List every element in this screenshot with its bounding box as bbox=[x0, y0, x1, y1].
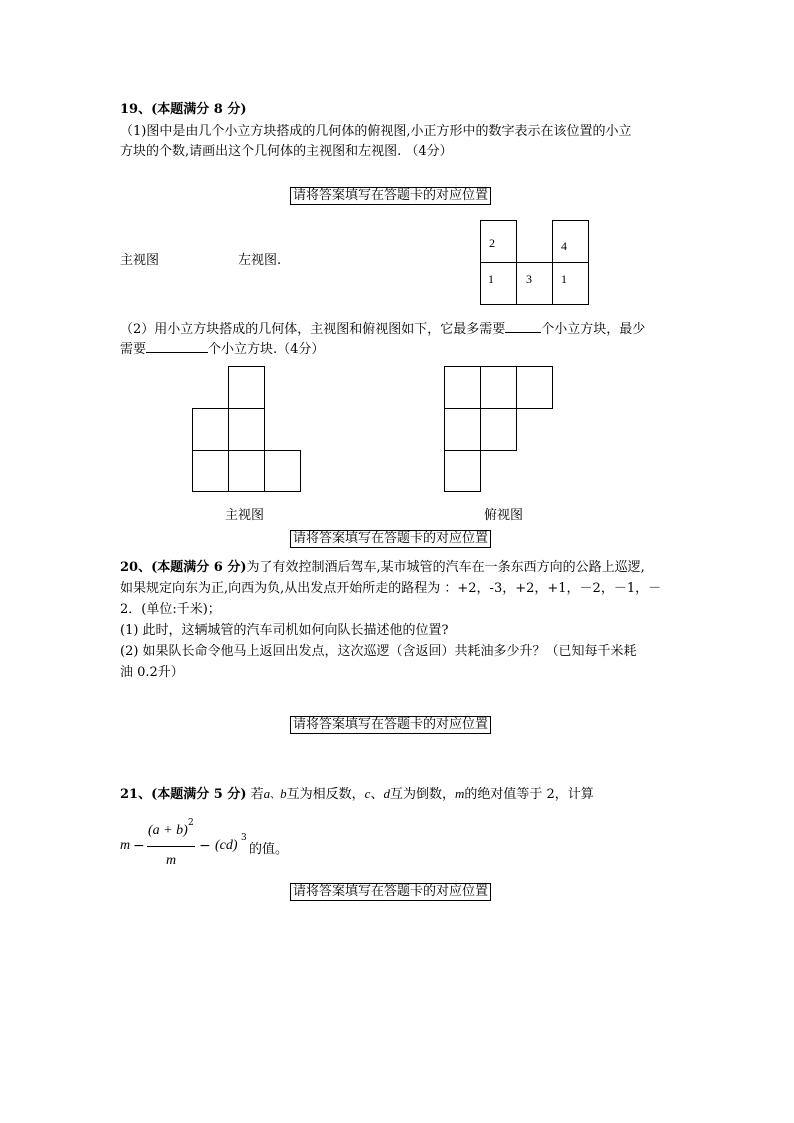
grid-cell bbox=[516, 262, 553, 305]
var-a: a bbox=[263, 786, 271, 801]
part2-text-c: 需要 bbox=[120, 342, 147, 357]
var-b: b bbox=[280, 786, 287, 801]
q20-line2: 如果规定向东为正,向西为负,从出发点开始所走的路程为 ：+2，-3，+2，+1，－2，－1，－ bbox=[120, 581, 662, 596]
formula-m: m bbox=[120, 838, 131, 853]
q19-part2-line2 bbox=[120, 338, 324, 357]
grid-cell bbox=[552, 262, 589, 305]
fig-front-label: 主视图 bbox=[225, 508, 265, 523]
q20-line3: 2．(单位:千米)； bbox=[120, 602, 221, 617]
q20-answer-box: 请将答案填写在答题卡的对应位置 bbox=[290, 716, 491, 734]
fig-top-label: 俯视图 bbox=[484, 508, 524, 523]
sep2: 、 bbox=[370, 787, 384, 802]
square bbox=[228, 408, 265, 451]
grid-number: 1 bbox=[488, 272, 494, 286]
var-m: m bbox=[454, 786, 465, 801]
square bbox=[264, 450, 301, 492]
formula-numerator-exponent: 2 bbox=[188, 818, 194, 828]
square bbox=[516, 366, 553, 409]
square bbox=[444, 450, 481, 492]
q21-text-d: 的绝对值等于 2，计算 bbox=[464, 787, 594, 802]
q19-part1-line2: 方块的个数,请画出这个几何体的主视图和左视图. （4分） bbox=[120, 144, 453, 159]
square bbox=[480, 408, 517, 451]
q20-text: 为了有效控制酒后驾车,某市城管的汽车在一条东西方向的公路上巡逻, bbox=[246, 560, 645, 575]
grid-cell bbox=[480, 262, 517, 305]
left-view-label: 左视图. bbox=[238, 253, 282, 268]
formula-minus: − bbox=[133, 838, 145, 854]
formula-minus-2: − bbox=[199, 838, 211, 854]
q21-text-b: 互为相反数， bbox=[286, 787, 365, 802]
q21-text-a: 若 bbox=[250, 787, 264, 802]
grid-number: 3 bbox=[526, 272, 532, 286]
answer-blank-max[interactable] bbox=[505, 320, 541, 333]
front-view-label: 主视图 bbox=[120, 253, 160, 268]
var-d: d bbox=[383, 786, 390, 801]
square bbox=[228, 450, 265, 492]
formula-numerator: (a + b) bbox=[148, 823, 188, 838]
answer-blank-min[interactable] bbox=[146, 340, 208, 353]
square bbox=[228, 366, 265, 409]
q19-part2-line1 bbox=[120, 318, 645, 337]
fraction-bar bbox=[147, 846, 195, 847]
var-c: c bbox=[364, 786, 371, 801]
grid-cell bbox=[480, 220, 517, 263]
grid-number: 4 bbox=[561, 239, 567, 253]
q20-question-1: (1) 此时，这辆城管的汽车司机如何向队长描述他的位置? bbox=[120, 623, 449, 638]
part2-text-d: 个小立方块.（4分） bbox=[208, 342, 325, 357]
q21-line1 bbox=[120, 783, 594, 802]
part2-text-b: 个小立方块，最少 bbox=[541, 322, 646, 337]
grid-number: 1 bbox=[561, 272, 567, 286]
formula-cd: (cd) bbox=[215, 838, 238, 853]
grid-number: 2 bbox=[489, 236, 495, 250]
formula-denominator: m bbox=[166, 853, 177, 868]
q19-answer-box: 请将答案填写在答题卡的对应位置 bbox=[290, 187, 491, 205]
square bbox=[192, 450, 229, 492]
q20-heading: 20、(本题满分 6 分) bbox=[120, 560, 247, 575]
square bbox=[192, 408, 229, 451]
q21-heading: 21、(本题满分 5 分) bbox=[120, 787, 247, 802]
formula-cd-exponent: 3 bbox=[241, 833, 247, 843]
q19-part1-line1: （1)图中是由几个小立方块搭成的几何体的俯视图,小正方形中的数字表示在该位置的小立 bbox=[120, 124, 632, 139]
grid-cell bbox=[552, 220, 589, 263]
formula-tail: 的值。 bbox=[249, 842, 289, 857]
q19-answer-box-2: 请将答案填写在答题卡的对应位置 bbox=[290, 530, 491, 548]
part2-text-a: （2）用小立方块搭成的几何体，主视图和俯视图如下，它最多需要 bbox=[120, 322, 506, 337]
square bbox=[444, 366, 481, 409]
sep: 、 bbox=[270, 790, 281, 801]
q20-question-2-line1: (2) 如果队长命令他马上返回出发点，这次巡逻（含返回）共耗油多少升？（已知每千米耗 bbox=[120, 644, 637, 659]
square bbox=[480, 366, 517, 409]
q20-question-2-line2: 油 0.2升） bbox=[120, 665, 184, 680]
q21-answer-box: 请将答案填写在答题卡的对应位置 bbox=[290, 883, 491, 901]
q19-heading: 19、(本题满分 8 分) bbox=[120, 102, 247, 117]
q21-text-c: 互为倒数， bbox=[389, 787, 455, 802]
square bbox=[444, 408, 481, 451]
q20-line1 bbox=[120, 556, 645, 575]
